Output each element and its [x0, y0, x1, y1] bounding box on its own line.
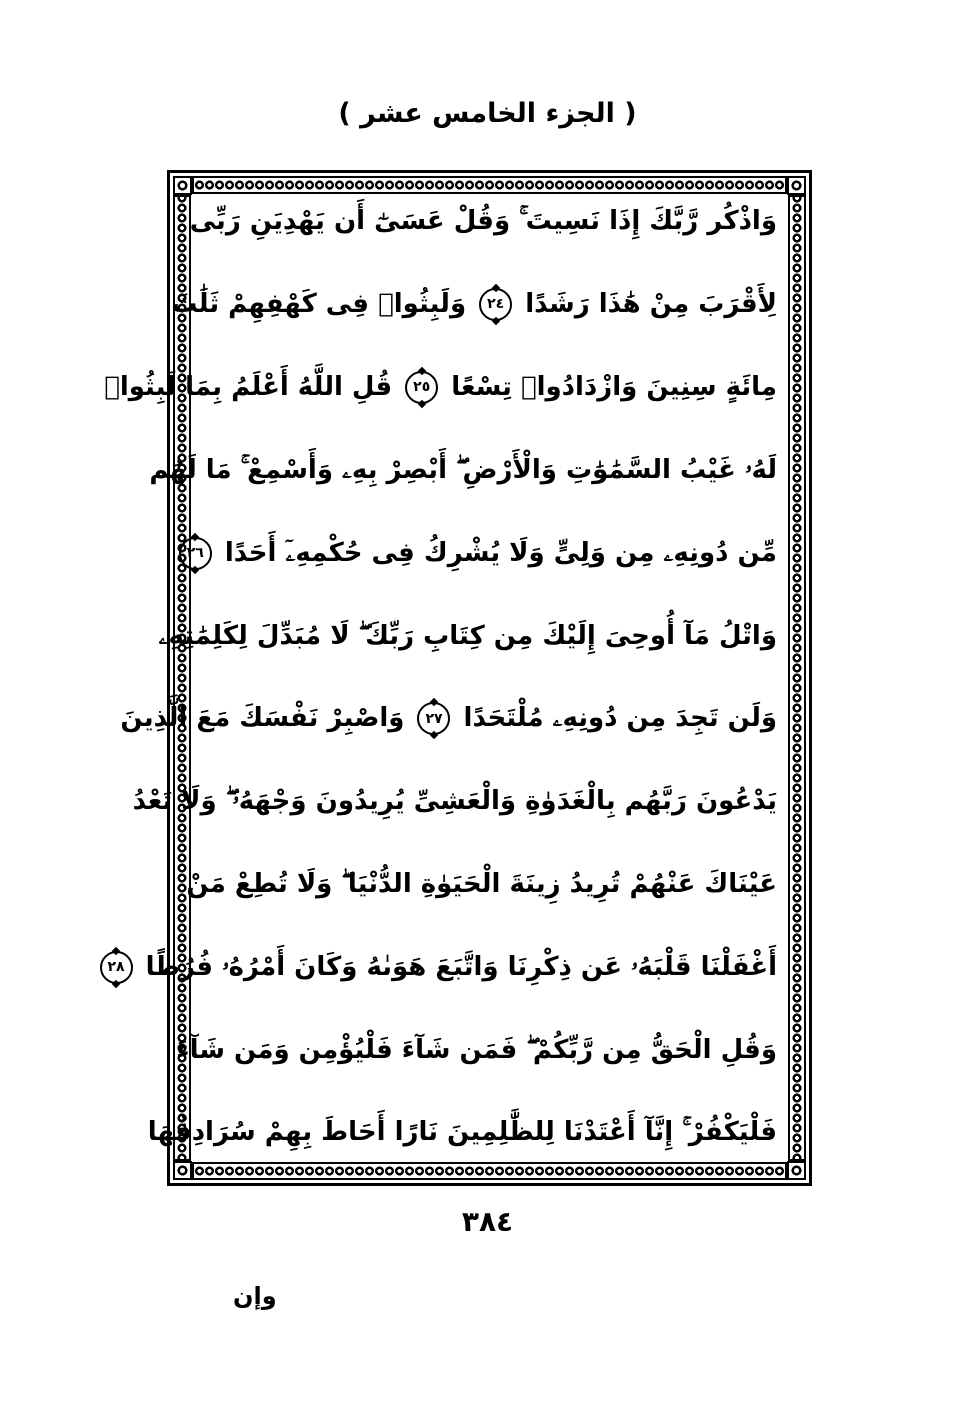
- mushaf-lines: [104, 205, 777, 1149]
- quran-text-segment: أَغْفَلْنَا قَلْبَهُۥ عَن ذِكْرِنَا وَاتَّبَعَ هَوَىٰهُ وَكَانَ أَمْرُهُۥ فُرُطًا: [145, 951, 777, 982]
- mushaf-line: [149, 454, 777, 487]
- quran-text-segment: لِأَقْرَبَ مِنْ هَٰذَا رَشَدًا: [525, 288, 777, 319]
- quran-text-segment: مِائَةٍ سِنِينَ وَازْدَادُوا۟ تِسْعًا: [451, 371, 777, 402]
- border-corner-ornament: [173, 1161, 192, 1180]
- border-corner-ornament: [787, 176, 806, 195]
- chain-border-right: [788, 195, 806, 1161]
- quran-text-segment: عَيْنَاكَ عَنْهُمْ تُرِيدُ زِينَةَ الْحَيَوٰةِ الدُّنْيَا ۖ وَلَا تُطِعْ مَنْ: [186, 869, 777, 899]
- mushaf-line: [158, 620, 777, 653]
- chain-border-bottom: [192, 1162, 787, 1180]
- ayah-number-medallion: ٢٦: [179, 537, 212, 570]
- quran-text-segment: وَاذْكُر رَّبَّكَ إِذَا نَسِيتَ ۚ وَقُلْ عَسَىٰٓ أَن يَهْدِيَنِ رَبِّى: [189, 206, 777, 236]
- quran-text-segment: فَلْيَكْفُرْ ۚ إِنَّآ أَعْتَدْنَا لِلظَّٰلِمِينَ نَارًا أَحَاطَ بِهِمْ سُرَادِقُهَا: [147, 1117, 777, 1148]
- mushaf-line: [171, 288, 777, 321]
- chain-border-top: [192, 176, 787, 194]
- juz-header-label: ( الجزء الخامس عشر ): [338, 98, 637, 129]
- quran-text-segment: وَلَن تَجِدَ مِن دُونِهِۦ مُلْتَحَدًا: [463, 703, 777, 734]
- ayah-number-medallion: ٢٥: [405, 371, 438, 404]
- quran-text-segment: وَلَبِثُوا۟ فِى كَهْفِهِمْ ثَلَٰثَ: [171, 288, 467, 319]
- ayah-number-medallion: ٢٤: [479, 288, 512, 321]
- quran-text-segment: قُلِ اللَّهُ أَعْلَمُ بِمَا لَبِثُوا۟: [104, 371, 393, 402]
- quran-text-segment: يَدْعُونَ رَبَّهُم بِالْغَدَوٰةِ وَالْعَشِىِّ يُرِيدُونَ وَجْهَهُۥ ۖ وَلَا تَعْدُ: [132, 786, 777, 817]
- border-corner-ornament: [787, 1161, 806, 1180]
- mushaf-line: [186, 868, 777, 901]
- catchword: وإن: [233, 1282, 277, 1310]
- mushaf-line: [147, 1116, 777, 1149]
- mushaf-border-frame: [104, 170, 812, 1186]
- page-number: ٣٨٤: [461, 1205, 514, 1238]
- mushaf-line: [176, 1034, 777, 1067]
- quran-text-segment: وَاصْبِرْ نَفْسَكَ مَعَ الَّذِينَ: [120, 703, 405, 734]
- mushaf-line: [186, 537, 777, 570]
- mushaf-line: [104, 371, 777, 404]
- mushaf-line: [107, 951, 777, 984]
- chain-border-left: [173, 195, 191, 1161]
- mushaf-line: [120, 702, 777, 735]
- mushaf-line: [189, 205, 777, 238]
- quran-text-segment: لَهُۥ غَيْبُ السَّمَٰوَٰتِ وَالْأَرْضِ ۖ أَبْصِرْ بِهِۦ وَأَسْمِعْ ۚ مَا لَهُم: [149, 454, 777, 485]
- quran-text-segment: مِّن دُونِهِۦ مِن وَلِىٍّ وَلَا يُشْرِكُ فِى حُكْمِهِۦٓ أَحَدًا: [224, 537, 777, 568]
- mushaf-line: [132, 785, 777, 818]
- ayah-number-medallion: ٢٧: [417, 702, 450, 735]
- border-corner-ornament: [173, 176, 192, 195]
- ayah-number-medallion: ٢٨: [100, 951, 133, 984]
- quran-text-segment: وَقُلِ الْحَقُّ مِن رَّبِّكُمْ ۖ فَمَن شَآءَ فَلْيُؤْمِن وَمَن شَآءَ: [176, 1034, 777, 1065]
- quran-text-segment: وَاتْلُ مَآ أُوحِىَ إِلَيْكَ مِن كِتَابِ رَبِّكَ ۖ لَا مُبَدِّلَ لِكَلِمَٰتِهِۦ: [158, 620, 777, 651]
